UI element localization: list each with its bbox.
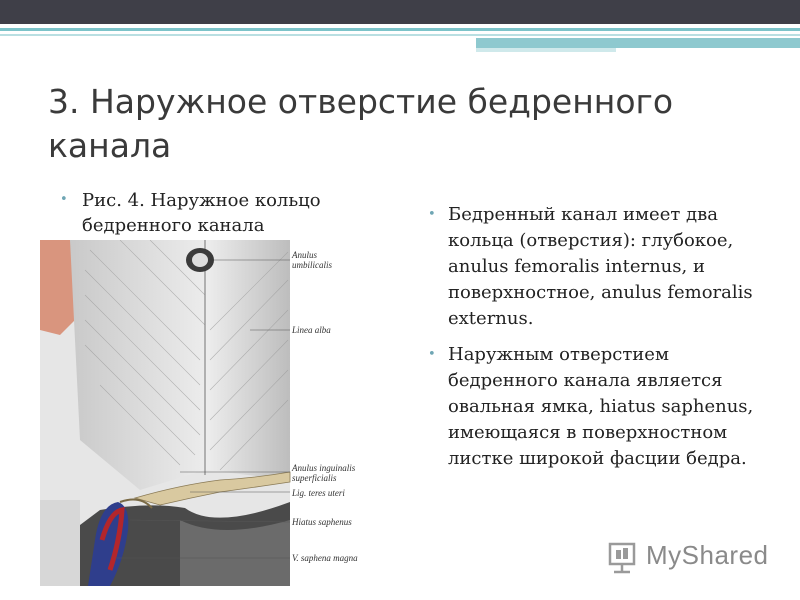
list-item xyxy=(428,202,778,332)
bullet-text: Бедренный канал имеет два кольца (отверстия): глубокое, anulus femoralis internus, и поверхностное, anulus femoralis externus. xyxy=(448,204,753,329)
label-hiatus-saphenus: Hiatus saphenus xyxy=(292,517,352,527)
label-umbilicalis: umbilicalis xyxy=(292,260,332,270)
header-accent-block xyxy=(476,38,800,48)
bullet-icon: • xyxy=(428,207,436,222)
label-superficialis: superficialis xyxy=(292,473,337,483)
bullet-text: Наружным отверстием бедренного канала является овальная ямка, hiatus saphenus, имеющаяся в поверхностном листке широкой фасции бедра. xyxy=(448,344,754,469)
slide-title: 3. Наружное отверстие бедренного канала xyxy=(48,82,674,165)
header-accent-strip xyxy=(476,48,616,52)
bullet-icon: • xyxy=(60,192,68,207)
label-anulus-inguinalis: Anulus inguinalis xyxy=(292,463,356,473)
bullet-icon: • xyxy=(428,347,436,362)
label-linea-alba: Linea alba xyxy=(292,325,331,335)
label-lig-teres: Lig. teres uteri xyxy=(292,488,345,498)
list-item xyxy=(428,342,778,472)
logo-text: MyShared xyxy=(646,540,769,570)
figure-caption: Рис. 4. Наружное кольцо бедренного канала xyxy=(82,190,321,236)
anatomy-figure xyxy=(40,240,370,586)
header-line-thin xyxy=(0,34,800,36)
presentation-icon xyxy=(610,544,634,564)
label-v-saphena: V. saphena magna xyxy=(292,553,358,563)
header-bar xyxy=(0,0,800,24)
header-line xyxy=(0,28,800,31)
bullet-list xyxy=(428,202,778,482)
label-anulus: Anulus xyxy=(292,250,318,260)
